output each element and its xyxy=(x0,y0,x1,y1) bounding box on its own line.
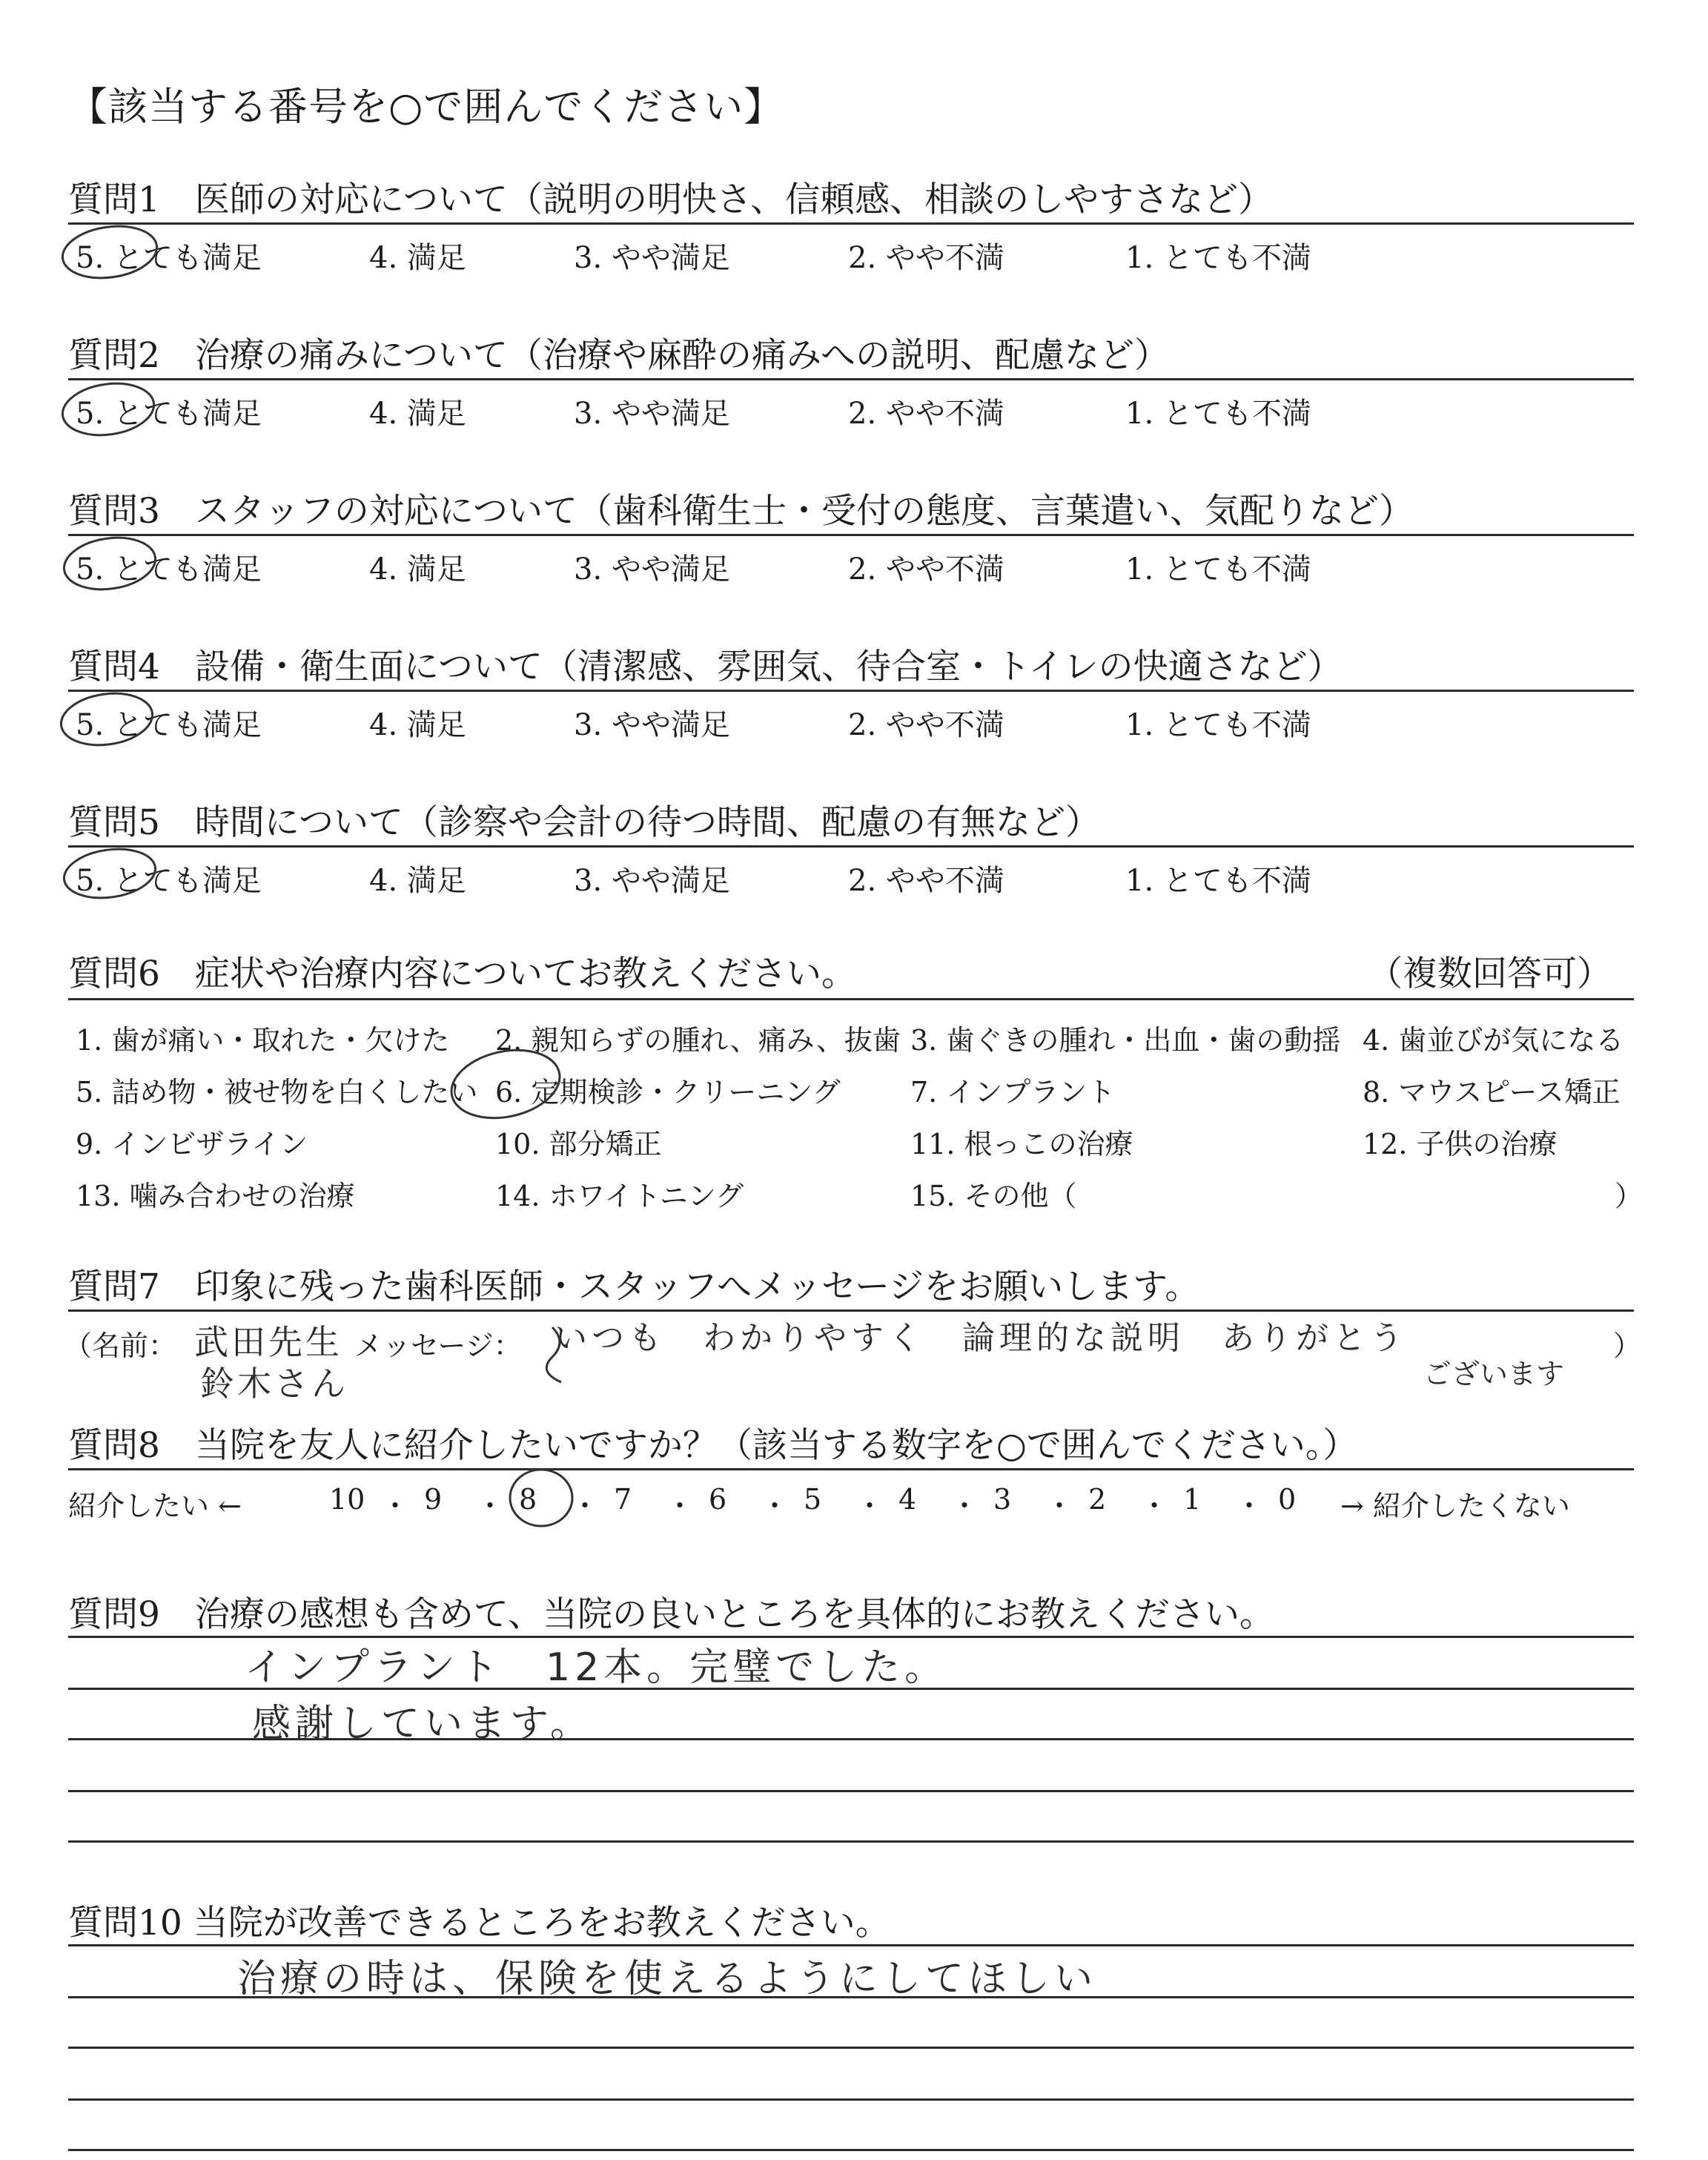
q10-rule-5 xyxy=(68,2149,1634,2151)
q8-scale-separator: ・ xyxy=(1045,1490,1074,1522)
q8-scale-separator: ・ xyxy=(571,1490,600,1522)
q8-scale-1[interactable]: 1 xyxy=(1183,1483,1202,1516)
q9-answer-line-2[interactable]: 感謝しています。 xyxy=(252,1702,593,1746)
q7-message-handwritten-1[interactable]: いつも わかりやすく 論理的な説明 ありがとう xyxy=(555,1319,1407,1357)
q6-item-14[interactable]: 14. ホワイトニング xyxy=(495,1180,744,1212)
q6-item-7[interactable]: 7. インプラント xyxy=(910,1076,1116,1109)
q3-option-4[interactable]: 4. 満足 xyxy=(369,552,466,587)
q6-item-1[interactable]: 1. 歯が痛い・取れた・欠けた xyxy=(76,1024,450,1057)
q8-scale-separator: ・ xyxy=(381,1490,410,1522)
q6-item-6[interactable]: 6. 定期検診・クリーニング xyxy=(495,1076,841,1109)
q9-answer-line-1[interactable]: インプラント 12本。完璧でした。 xyxy=(245,1645,948,1690)
q4-title: 質問4 設備・衛生面について（清潔感、雰囲気、待合室・トイレの快適さなど） xyxy=(68,647,1343,687)
q1-option-2[interactable]: 2. やや不満 xyxy=(848,241,1004,275)
q8-scale-0[interactable]: 0 xyxy=(1278,1483,1297,1516)
q6-item-5[interactable]: 5. 詰め物・被せ物を白くしたい xyxy=(76,1076,478,1109)
q8-scale-7[interactable]: 7 xyxy=(614,1483,632,1516)
q8-left-label: 紹介したい ← xyxy=(68,1490,242,1522)
q8-scale-separator: ・ xyxy=(761,1490,790,1522)
q8-scale-separator: ・ xyxy=(666,1490,695,1522)
q6-rule xyxy=(68,998,1634,1000)
q9-rule-5 xyxy=(68,1840,1634,1843)
q2-title: 質問2 治療の痛みについて（治療や麻酔の痛みへの説明、配慮など） xyxy=(68,335,1170,376)
q7-name-handwritten-2[interactable]: 鈴木さん xyxy=(200,1364,348,1404)
q2-option-3[interactable]: 3. やや満足 xyxy=(574,397,730,431)
q1-rule xyxy=(68,222,1634,225)
q6-item-15-close: ） xyxy=(1615,1180,1644,1212)
q10-title: 質問10 当院が改善できるところをお教えください。 xyxy=(68,1903,890,1943)
q8-scale-10[interactable]: 10 xyxy=(329,1483,365,1516)
q6-item-13[interactable]: 13. 噛み合わせの治療 xyxy=(76,1180,355,1212)
q3-option-5[interactable]: 5. とても満足 xyxy=(76,552,262,587)
q5-option-3[interactable]: 3. やや満足 xyxy=(574,864,730,898)
q8-scale-2[interactable]: 2 xyxy=(1088,1483,1107,1516)
q10-rule-1 xyxy=(68,1944,1634,1946)
q6-item-15[interactable]: 15. その他（ xyxy=(910,1180,1077,1212)
q6-item-9[interactable]: 9. インビザライン xyxy=(76,1128,308,1160)
q7-message-handwritten-2[interactable]: ございます xyxy=(1423,1358,1565,1390)
q6-item-12[interactable]: 12. 子供の治療 xyxy=(1363,1128,1558,1160)
q8-scale-4[interactable]: 4 xyxy=(898,1483,917,1516)
q9-rule-4 xyxy=(68,1790,1634,1792)
q4-rule xyxy=(68,690,1634,692)
q7-message-label: メッセージ： xyxy=(354,1330,522,1362)
q7-name-label: （名前： xyxy=(64,1330,177,1362)
q8-scale-8[interactable]: 8 xyxy=(519,1483,537,1516)
q8-scale-separator: ・ xyxy=(950,1490,979,1522)
q2-option-1[interactable]: 1. とても不満 xyxy=(1125,397,1311,431)
q7-title: 質問7 印象に残った歯科医師・スタッフへメッセージをお願いします。 xyxy=(68,1266,1200,1307)
q8-scale-3[interactable]: 3 xyxy=(993,1483,1012,1516)
q3-option-3[interactable]: 3. やや満足 xyxy=(574,552,730,587)
q6-item-4[interactable]: 4. 歯並びが気になる xyxy=(1363,1024,1624,1057)
q8-scale-6[interactable]: 6 xyxy=(709,1483,727,1516)
q10-rule-3 xyxy=(68,2047,1634,2049)
q5-option-2[interactable]: 2. やや不満 xyxy=(848,864,1004,898)
q1-option-3[interactable]: 3. やや満足 xyxy=(574,241,730,275)
q6-note: （複数回答可） xyxy=(1368,954,1612,994)
q8-right-label: → 紹介したくない xyxy=(1340,1490,1570,1522)
q5-option-5[interactable]: 5. とても満足 xyxy=(76,864,262,898)
q7-name-handwritten-1[interactable]: 武田先生 xyxy=(194,1322,342,1362)
q1-option-1[interactable]: 1. とても不満 xyxy=(1125,241,1311,275)
q2-rule xyxy=(68,378,1634,380)
q5-title: 質問5 時間について（診察や会計の待つ時間、配慮の有無など） xyxy=(68,802,1100,843)
q4-option-2[interactable]: 2. やや不満 xyxy=(848,708,1004,742)
q6-item-3[interactable]: 3. 歯ぐきの腫れ・出血・歯の動揺 xyxy=(910,1024,1341,1057)
q2-option-5[interactable]: 5. とても満足 xyxy=(76,397,262,431)
q6-title: 質問6 症状や治療内容についてお教えください。 xyxy=(68,954,856,994)
q4-option-4[interactable]: 4. 満足 xyxy=(369,708,466,742)
q8-scale-separator: ・ xyxy=(1140,1490,1169,1522)
q4-option-5[interactable]: 5. とても満足 xyxy=(76,708,262,742)
q5-option-1[interactable]: 1. とても不満 xyxy=(1125,864,1311,898)
q6-item-11[interactable]: 11. 根っこの治療 xyxy=(910,1128,1133,1160)
q10-answer-line-1[interactable]: 治療の時は、保険を使えるようにしてほしい xyxy=(237,1957,1098,2001)
q3-option-2[interactable]: 2. やや不満 xyxy=(848,552,1004,587)
q6-item-10[interactable]: 10. 部分矯正 xyxy=(495,1128,662,1160)
q3-title: 質問3 スタッフの対応について（歯科衛生士・受付の態度、言葉遣い、気配りなど） xyxy=(68,491,1414,532)
q8-rule xyxy=(68,1468,1634,1470)
q1-title: 質問1 医師の対応について（説明の明快さ、信頼感、相談のしやすさなど） xyxy=(68,179,1274,220)
q6-item-8[interactable]: 8. マウスピース矯正 xyxy=(1363,1076,1621,1109)
q4-option-3[interactable]: 3. やや満足 xyxy=(574,708,730,742)
form-heading: 【該当する番号を○で囲んでください】 xyxy=(68,85,784,130)
q9-title: 質問9 治療の感想も含めて、当院の良いところを具体的にお教えください。 xyxy=(68,1594,1274,1635)
q1-option-4[interactable]: 4. 満足 xyxy=(369,241,466,275)
q8-scale-separator: ・ xyxy=(855,1490,884,1522)
q2-option-4[interactable]: 4. 満足 xyxy=(369,397,466,431)
q8-scale-9[interactable]: 9 xyxy=(424,1483,443,1516)
q1-option-5[interactable]: 5. とても満足 xyxy=(76,241,262,275)
q5-option-4[interactable]: 4. 満足 xyxy=(369,864,466,898)
q8-scale-separator: ・ xyxy=(1235,1490,1264,1522)
q4-option-1[interactable]: 1. とても不満 xyxy=(1125,708,1311,742)
q8-scale-separator: ・ xyxy=(476,1490,505,1522)
q5-rule xyxy=(68,845,1634,848)
q7-close-paren: ） xyxy=(1613,1330,1642,1362)
q8-title: 質問8 当院を友人に紹介したいですか？（該当する数字を○で囲んでください。） xyxy=(68,1425,1358,1466)
q3-rule xyxy=(68,534,1634,536)
q3-option-1[interactable]: 1. とても不満 xyxy=(1125,552,1311,587)
q2-option-2[interactable]: 2. やや不満 xyxy=(848,397,1004,431)
q10-rule-4 xyxy=(68,2098,1634,2101)
q6-item-2[interactable]: 2. 親知らずの腫れ、痛み、抜歯 xyxy=(495,1024,901,1057)
q8-scale-5[interactable]: 5 xyxy=(804,1483,822,1516)
